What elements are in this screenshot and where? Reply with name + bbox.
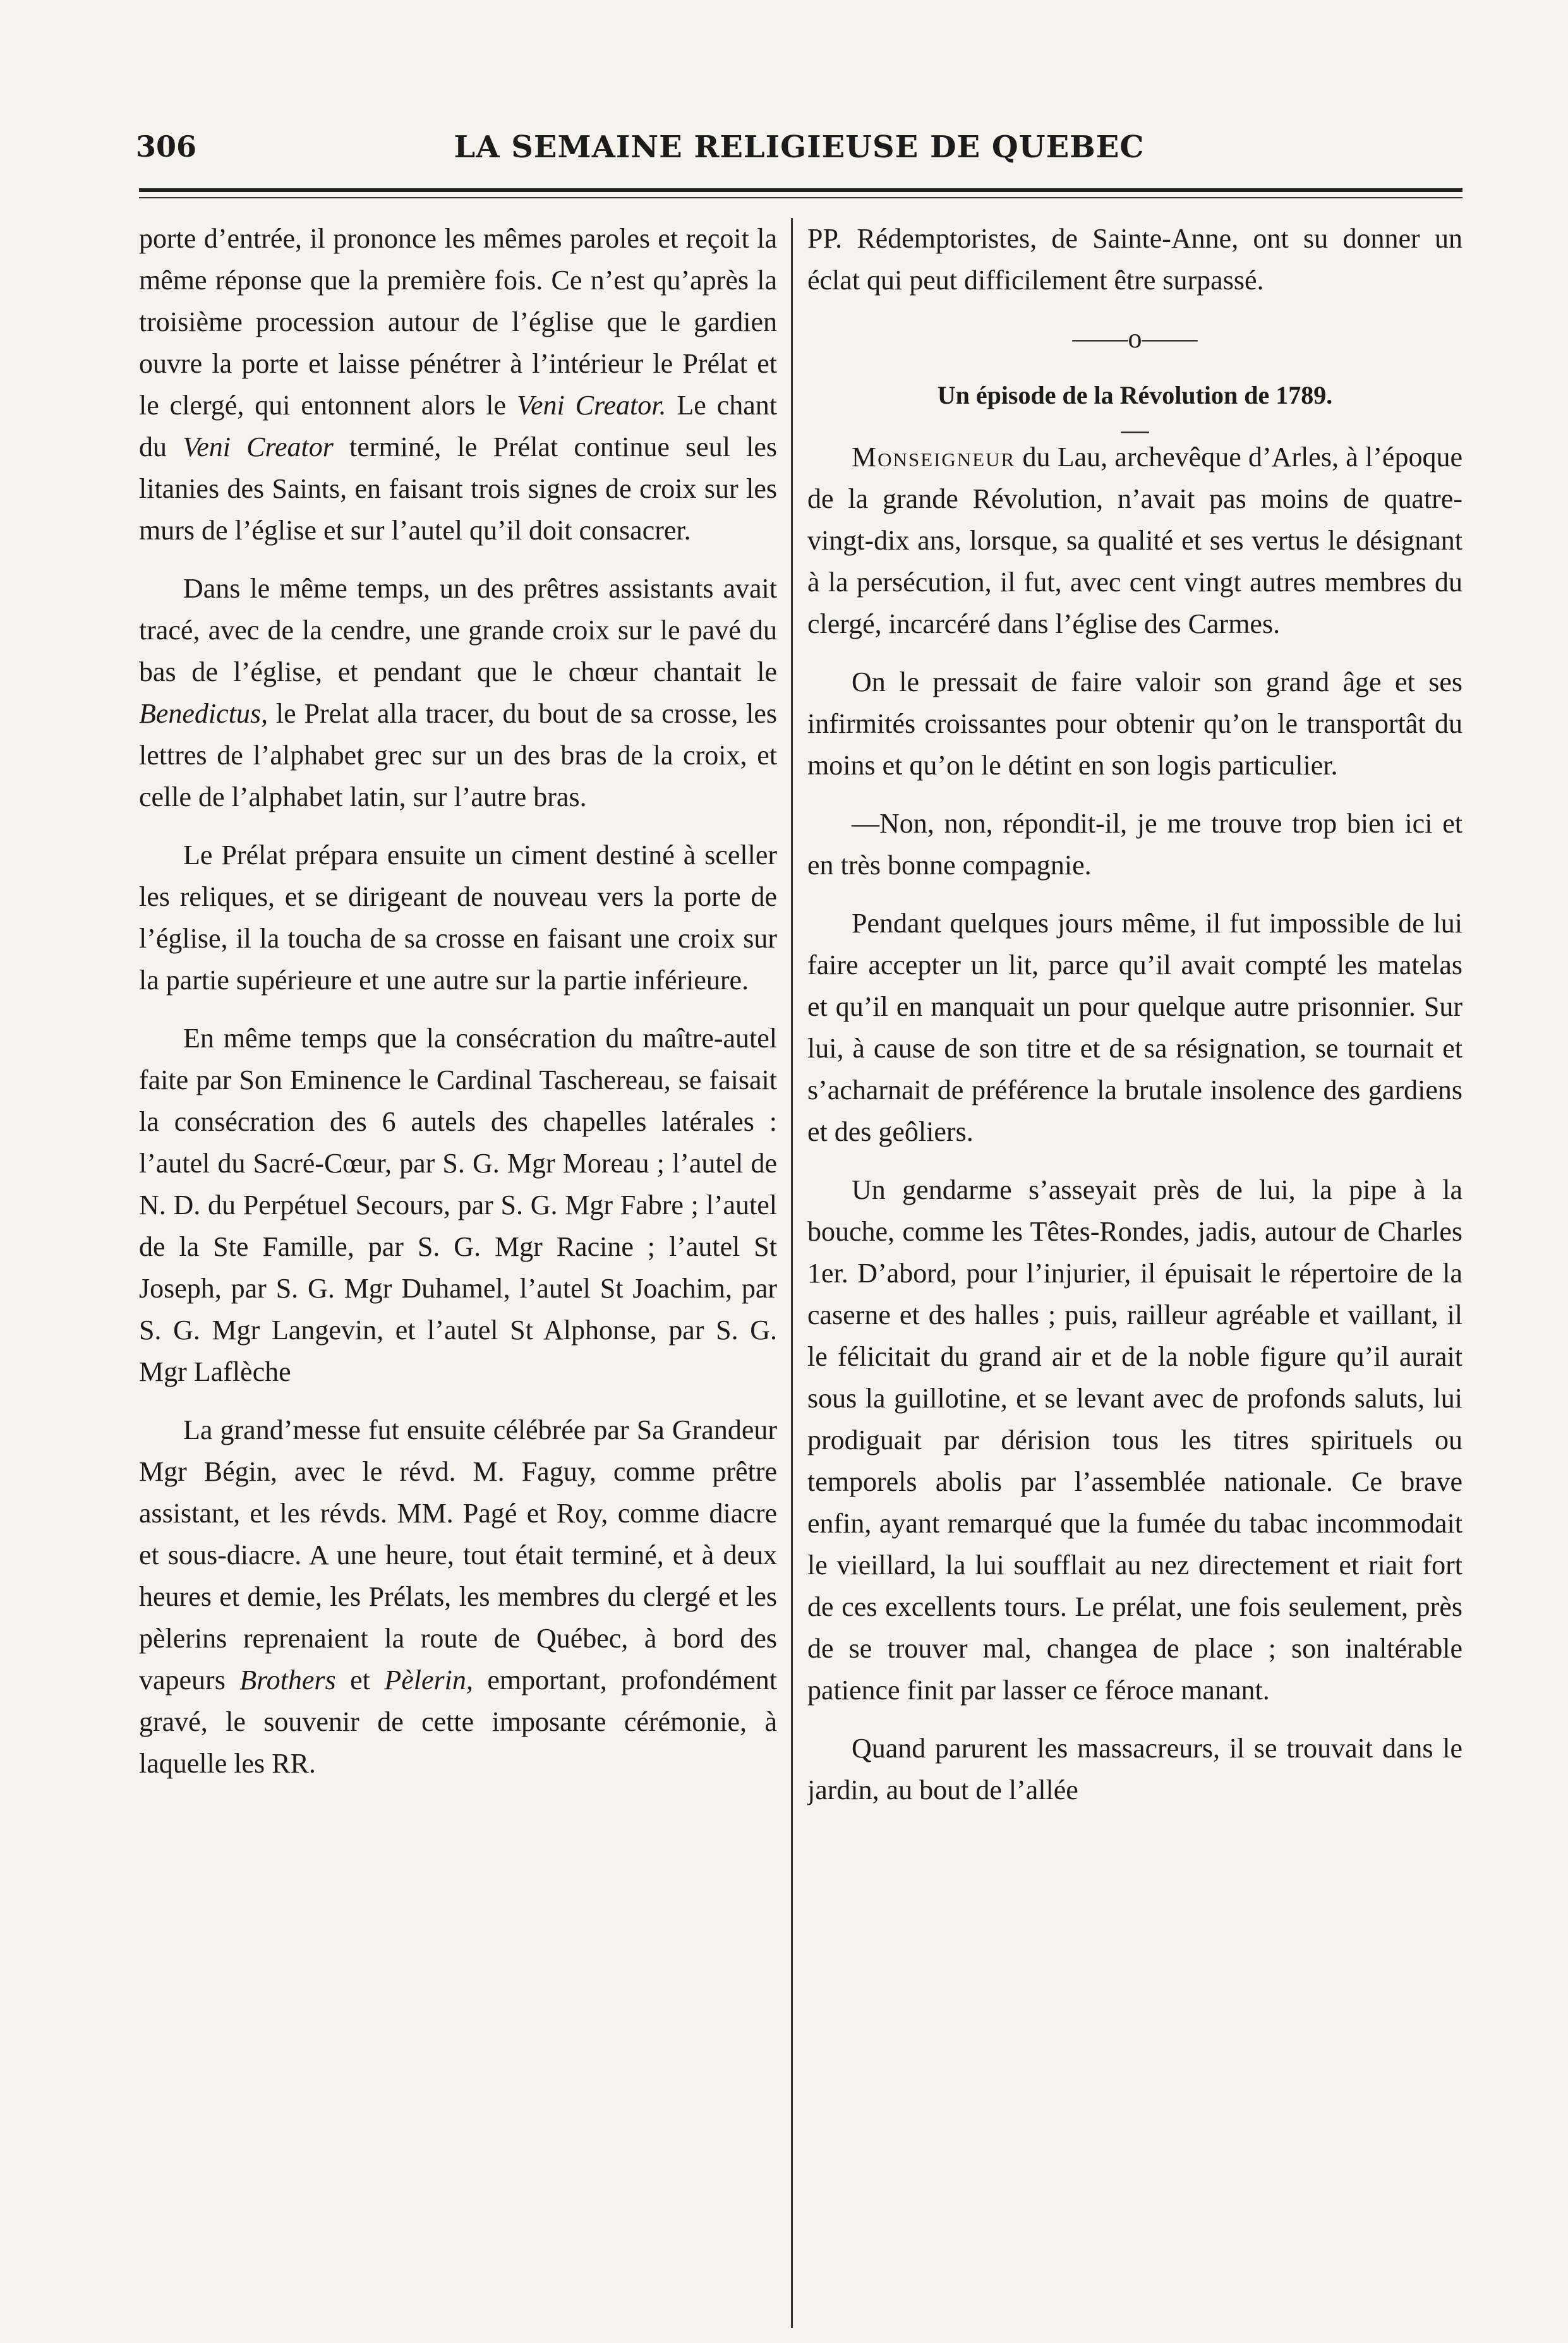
page-header	[136, 129, 1462, 174]
header-rule-thin	[139, 197, 1462, 198]
section-title: Un épisode de la Révolution de 1789.	[937, 381, 1333, 409]
paragraph: PP. Rédemptoristes, de Sainte-Anne, ont su donner un éclat qui peut difficilement être surpassé.	[807, 223, 1462, 296]
paragraph: En même temps que la consécration du maître-autel faite par Son Eminence le Cardinal Taschereau, se faisait la consécration des 6 autels des chapelles latérales : l’autel du Sacré-Cœur, par S. G. Mgr Moreau ; l’autel de N. D. du Perpétuel Secours, par S. G. Mgr Fabre ; l’autel de la Ste Famille, par S. G. Mgr Racine ; l’autel St Joseph, par S. G. Mgr Duhamel, l’autel St Joachim, par S. G. Mgr Langevin, et l’autel St Alphonse, par S. G. Mgr Laflèche	[139, 1023, 777, 1387]
paragraph: La grand’messe fut ensuite célébrée par Sa Grandeur Mgr Bégin, avec le révd. M. Faguy, comme prêtre assistant, et les révds. MM. Pagé et Roy, comme diacre et sous-diacre. A une heure, tout était terminé, et à deux heures et demie, les Prélats, les membres du clergé et les pèlerins reprenaient la route de Québec, à bord des vapeurs Brothers et Pèlerin, emportant, profondément gravé, le souvenir de cette imposante cérémonie, à laquelle les RR.	[139, 1414, 777, 1779]
running-title: LA SEMAINE RELIGIEUSE DE QUEBEC	[454, 129, 1145, 165]
paragraph: On le pressait de faire valoir son grand âge et ses infirmités croissantes pour obtenir qu’on le transportât du moins et qu’on le détint en son logis particulier.	[807, 666, 1462, 781]
title-dash: —	[1121, 414, 1149, 445]
paragraph: Monseigneur du Lau, archevêque d’Arles, à l’époque de la grande Révolution, n’avait pas moins de quatre-vingt-dix ans, lorsque, sa qualité et ses vertus le désignant à la persécution, il fut, avec cent vingt autres membres du clergé, incarcéré dans l’église des Carmes.	[807, 442, 1462, 639]
header-rule-thick	[139, 188, 1462, 192]
paragraph: Dans le même temps, un des prêtres assistants avait tracé, avec de la cendre, une grande croix sur le pavé du bas de l’église, et pendant que le chœur chantait le Benedictus, le Prelat alla tracer, du bout de sa crosse, les lettres de l’alphabet grec sur un des bras de la croix, et celle de l’alphabet latin, sur l’autre bras.	[139, 573, 777, 812]
paragraph: Quand parurent les massacreurs, il se trouvait dans le jardin, au bout de l’allée	[807, 1733, 1462, 1805]
column-divider	[791, 218, 793, 2328]
paragraph: Un gendarme s’asseyait près de lui, la pipe à la bouche, comme les Têtes-Rondes, jadis, autour de Charles 1er. D’abord, pour l’injurier, il épuisait le répertoire de la caserne et des halles ; puis, railleur agréable et vaillant, il le félicitait du grand air et de la noble figure qu’il aurait sous la guillotine, et se levant avec de profonds saluts, lui prodiguait par dérision tous les titres spirituels ou temporels abolis par l’assemblée nationale. Ce brave enfin, ayant remarqué que la fumée du tabac incommodait le vieillard, la lui soufflait au nez directement et riait fort de ces excellents tours. Le prélat, une fois seulement, près de se trouver mal, changea de place ; son inaltérable patience finit par lasser ce féroce manant.	[807, 1174, 1462, 1706]
left-column	[139, 218, 777, 2315]
paragraph: Le Prélat prépara ensuite un ciment destiné à sceller les reliques, et se dirigeant de nouveau vers la porte de l’église, il la toucha de sa crosse en faisant une croix sur la partie supérieure et une autre sur la partie inférieure.	[139, 840, 777, 996]
paragraph: —Non, non, répondit-il, je me trouve trop bien ici et en très bonne compagnie.	[807, 808, 1462, 881]
right-column	[807, 218, 1462, 2315]
page-number: 306	[136, 129, 197, 164]
section-separator: ——o——	[1072, 323, 1198, 354]
paragraph: Pendant quelques jours même, il fut impossible de lui faire accepter un lit, parce qu’il avait compté les matelas et qu’il en manquait un pour quelque autre prisonnier. Sur lui, à cause de son titre et de sa résignation, se tournait et s’acharnait de préférence la brutale insolence des gardiens et des geôliers.	[807, 908, 1462, 1147]
paragraph: porte d’entrée, il prononce les mêmes paroles et reçoit la même réponse que la première fois. Ce n’est qu’après la troisième procession autour de l’église que le gardien ouvre la porte et laisse pénétrer à l’intérieur le Prélat et le clergé, qui entonnent alors le Veni Creator. Le chant du Veni Creator terminé, le Prélat continue seul les litanies des Saints, en faisant trois signes de croix sur les murs de l’église et sur l’autel qu’il doit consacrer.	[139, 223, 777, 546]
